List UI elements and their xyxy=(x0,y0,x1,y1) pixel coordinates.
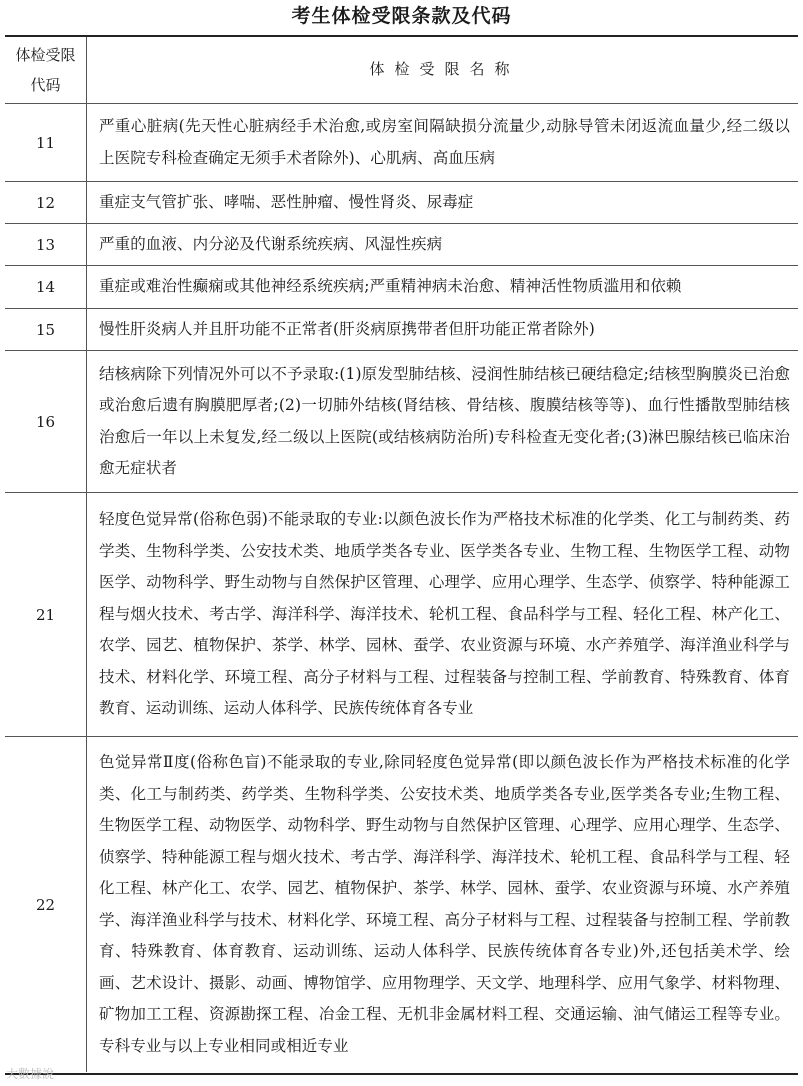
row-name-cell xyxy=(87,182,798,223)
table-row xyxy=(5,104,798,182)
row-name-cell xyxy=(87,104,798,181)
row-code: 16 xyxy=(5,351,87,492)
header-name-label: 体检受限名称 xyxy=(369,60,520,79)
table-row xyxy=(5,351,798,493)
table-row xyxy=(5,266,798,309)
row-name-cell xyxy=(87,224,798,265)
row-text: 严重心脏病(先天性心脏病经手术治愈,或房室间隔缺损分流量少,动脉导管未闭返流血量少,经二级以上医院专科检查确定无须手术者除外)、心肌病、高血压病 xyxy=(99,117,790,167)
row-code: 21 xyxy=(5,493,87,736)
table-row xyxy=(5,224,798,266)
table-row xyxy=(5,182,798,224)
header-name-cell xyxy=(87,37,798,103)
document-title: 考生体检受限条款及代码 xyxy=(291,5,512,27)
row-code: 14 xyxy=(5,266,87,308)
row-name-cell xyxy=(87,351,798,492)
row-name-cell xyxy=(87,493,798,736)
restriction-table xyxy=(5,35,798,1075)
row-code: 15 xyxy=(5,309,87,350)
row-name-cell xyxy=(87,309,798,350)
row-name-cell xyxy=(87,737,798,1072)
watermark-logo: 大數據說 xyxy=(6,1067,55,1081)
row-text: 重症支气管扩张、哮喘、恶性肿瘤、慢性肾炎、尿毒症 xyxy=(99,192,474,211)
row-text: 色觉异常Ⅱ度(俗称色盲)不能录取的专业,除同轻度色觉异常(即以颜色波长作为严格技术标准的化学类、化工与制药类、药学类、生物科学类、公安技术类、地质学类各专业,医学类各专业;生物工程、生物医学工程、动物医学、动物科学、野生动物与自然保护区管理、心理学、应用心理学、生态学、侦察学、特种能源工程与烟火技术、考古学、海洋科学、海洋技术、轮机工程、食品科学与工程、轻化工程、林产化工、农学、园艺、植物保护、茶学、林学、园林、蚕学、农业资源与环境、水产养殖学、海洋渔业科学与技术、材料化学、环境工程、高分子材料与工程、过程装备与控制工程、学前教育、特殊教育、体育教育、运动训练、运动人体科学、民族传统体育各专业)外,还包括美术学、绘画、艺术设计、摄影、动画、博物馆学、应用物理学、天文学、地理科学、应用气象学、材料物理、矿物加工工程、资源勘探工程、冶金工程、无机非金属材料工程、交通运输、油气储运工程等专业。专科专业与以上专业相同或相近专业 xyxy=(99,753,790,1055)
header-code-label: 体检受限代码 xyxy=(15,46,76,94)
row-code: 13 xyxy=(5,224,87,265)
row-code: 22 xyxy=(5,737,87,1072)
table-row xyxy=(5,737,798,1072)
row-name-cell xyxy=(87,266,798,308)
row-text: 轻度色觉异常(俗称色弱)不能录取的专业:以颜色波长作为严格技术标准的化学类、化工与制药类、药学类、生物科学类、公安技术类、地质学类各专业、医学类各专业、生物工程、生物医学工程、动物医学、动物科学、野生动物与自然保护区管理、心理学、应用心理学、生态学、侦察学、特种能源工程与烟火技术、考古学、海洋科学、海洋技术、轮机工程、食品科学与工程、轻化工程、林产化工、农学、园艺、植物保护、茶学、林学、园林、蚕学、农业资源与环境、水产养殖学、海洋渔业科学与技术、材料化学、环境工程、高分子材料与工程、过程装备与控制工程、学前教育、特殊教育、体育教育、运动训练、运动人体科学、民族传统体育各专业 xyxy=(99,510,790,718)
table-row xyxy=(5,493,798,737)
row-text: 慢性肝炎病人并且肝功能不正常者(肝炎病原携带者但肝功能正常者除外) xyxy=(99,319,595,338)
row-code: 12 xyxy=(5,182,87,223)
row-text: 严重的血液、内分泌及代谢系统疾病、风湿性疾病 xyxy=(99,234,443,253)
row-text: 结核病除下列情况外可以不予录取:(1)原发型肺结核、浸润性肺结核已硬结稳定;结核型胸膜炎已治愈或治愈后遗有胸膜肥厚者;(2)一切肺外结核(肾结核、骨结核、腹膜结核等等)、血行性播散型肺结核治愈后一年以上未复发,经二级以上医院(或结核病防治所)专科检查无变化者;(3)淋巴腺结核已临床治愈无症状者 xyxy=(99,364,790,477)
header-code-cell xyxy=(5,37,87,103)
table-row xyxy=(5,309,798,351)
row-text: 重症或难治性癫痫或其他神经系统疾病;严重精神病未治愈、精神活性物质滥用和依赖 xyxy=(99,277,682,296)
table-header-row xyxy=(5,37,798,104)
row-code: 11 xyxy=(5,104,87,181)
